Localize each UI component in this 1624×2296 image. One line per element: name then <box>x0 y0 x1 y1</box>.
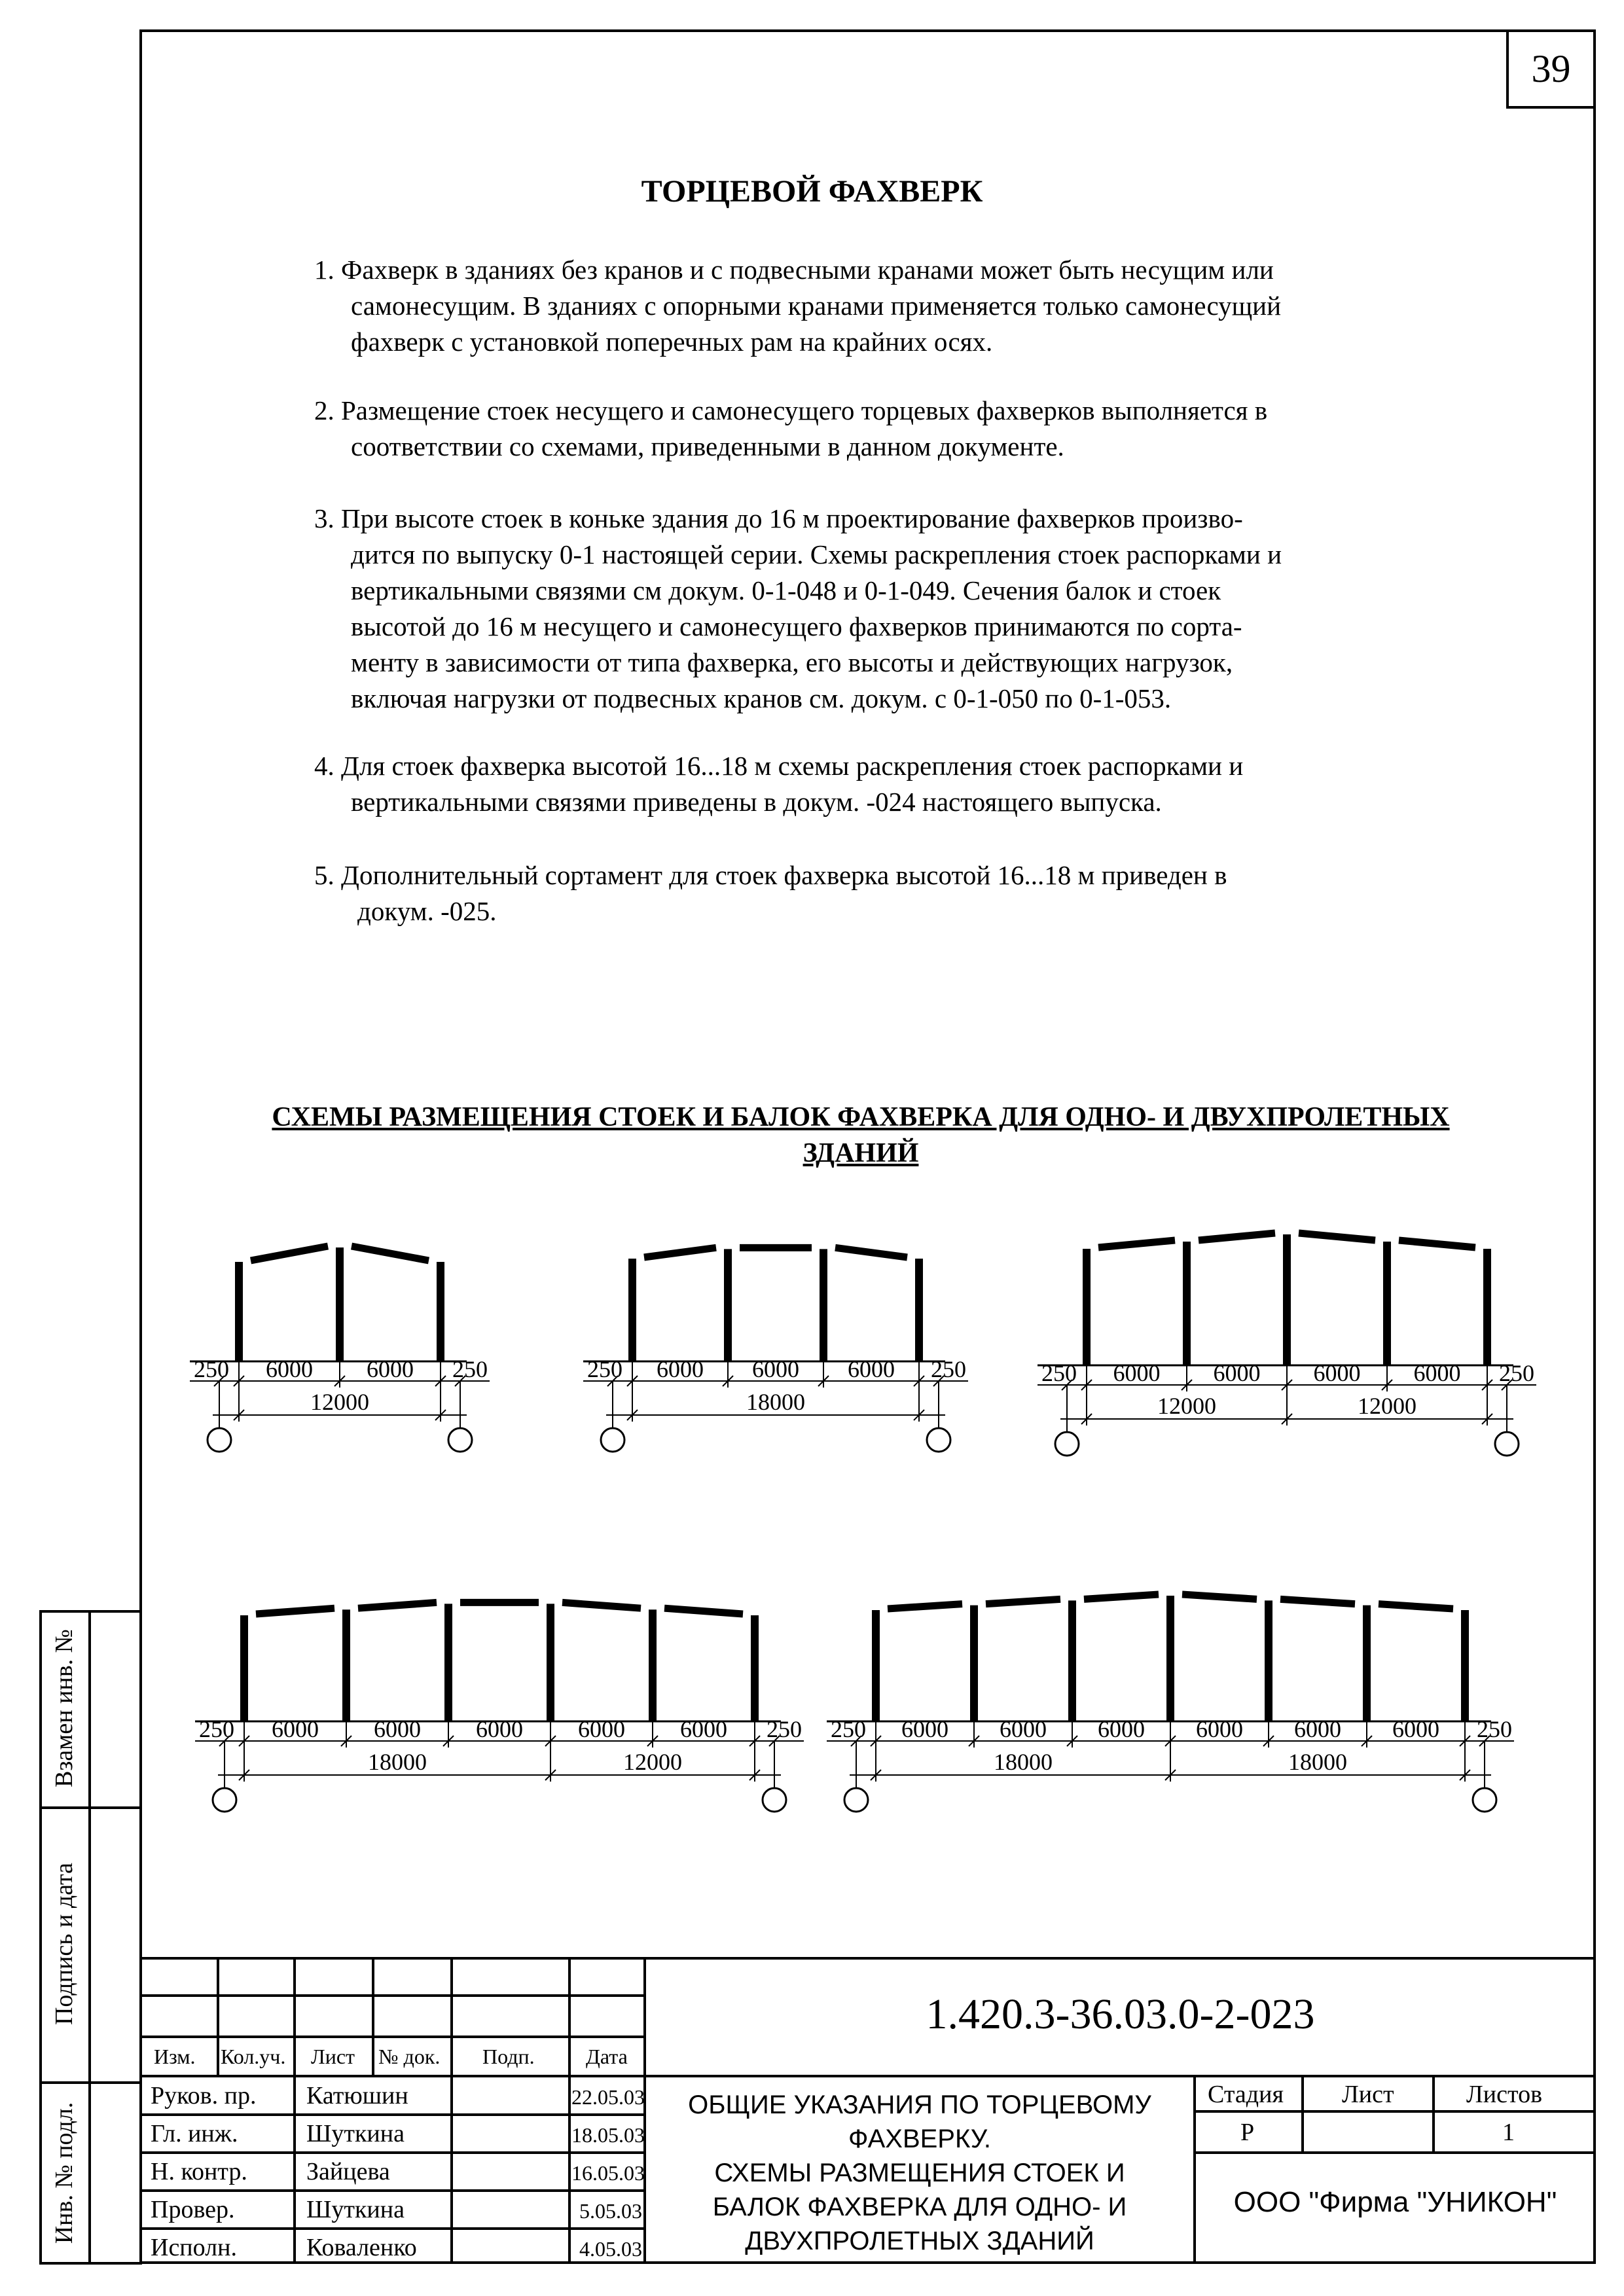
dim-spacing: 6000 <box>657 1356 704 1382</box>
dim-spacing: 6000 <box>374 1716 421 1742</box>
tb-sheet-label: Лист <box>1342 2081 1394 2108</box>
tb-header-izm: Изм. <box>154 2045 196 2068</box>
paragraph-4: 4. Для стоек фахверка высотой 16...18 м схемы раскрепления стоек распорками и вертикальными связями приведены в докум. -024 настоящего выпуска. <box>314 751 1244 817</box>
schemes-title: СХЕМЫ РАЗМЕЩЕНИЯ СТОЕК И БАЛОК ФАХВЕРКА ДЛЯ ОДНО- И ДВУХПРОЛЕТНЫХ ЗДАНИЙ <box>272 1102 1450 1168</box>
tb-header-kol: Кол.уч. <box>221 2045 286 2068</box>
dim-spacing: 6000 <box>367 1356 414 1382</box>
side-label-inv: Инв. № подл. <box>50 2102 78 2244</box>
dim-spacing: 6000 <box>1098 1716 1145 1742</box>
dim-offset-right: 250 <box>1499 1360 1534 1386</box>
dim-spacing: 6000 <box>1000 1716 1047 1742</box>
dim-spacing: 6000 <box>680 1716 727 1742</box>
doc-title: ОБЩИЕ УКАЗАНИЯ ПО ТОРЦЕВОМУ ФАХВЕРКУ. СХЕМЫ РАЗМЕЩЕНИЯ СТОЕК И БАЛОК ФАХВЕРКА ДЛЯ ОДНО- И ДВУХПРОЛЕТНЫХ ЗДАНИЙ <box>688 2090 1151 2255</box>
tb-role-5: Исполн. <box>151 2234 237 2261</box>
dim-spacing: 6000 <box>752 1356 799 1382</box>
tb-sheets-value: 1 <box>1502 2119 1515 2146</box>
dim-spacing: 6000 <box>272 1716 319 1742</box>
paragraph-3: 3. При высоте стоек в коньке здания до 16 м проектирование фахверков произво- дится по выпуску 0-1 настоящей серии. Схемы раскрепления стоек распорками и вертикальными связями см докум. 0-1-048 и 0-1-049. Сечения балок и стоек высотой до 16 м несущего и самонесущего фахверков принимаются по сорта- менту в зависимости от типа фахверка, его высоты и действующих нагрузок, включая нагрузки от подвесных кранов см. докум. с 0-1-050 по 0-1-053. <box>314 503 1282 713</box>
dim-offset-left: 250 <box>1041 1360 1077 1386</box>
tb-date-1: 22.05.03 <box>571 2085 645 2109</box>
dim-offset-right: 250 <box>452 1356 488 1382</box>
dim-span: 12000 <box>1157 1393 1216 1419</box>
tb-header-podp: Подп. <box>482 2045 535 2068</box>
dim-spacing: 6000 <box>578 1716 625 1742</box>
dim-spacing: 6000 <box>848 1356 895 1382</box>
dim-offset-right: 250 <box>767 1716 802 1742</box>
dim-spacing: 6000 <box>1196 1716 1243 1742</box>
dim-spacing: 6000 <box>1313 1360 1361 1386</box>
dim-span: 18000 <box>1288 1749 1347 1775</box>
paragraph-2: 2. Размещение стоек несущего и самонесущего торцевых фахверков выполняется в соответствии со схемами, приведенными в данном документе. <box>314 395 1268 461</box>
company-name: ООО "Фирма "УНИКОН" <box>1233 2186 1557 2218</box>
dim-span: 18000 <box>746 1389 805 1415</box>
dim-span: 18000 <box>994 1749 1053 1775</box>
dim-spacing: 6000 <box>1392 1716 1439 1742</box>
tb-stage-label: Стадия <box>1208 2081 1284 2108</box>
dim-span: 12000 <box>310 1389 369 1415</box>
paragraph-1: 1. Фахверк в зданиях без кранов и с подвесными кранами может быть несущим или самонесущим. В зданиях с опорными кранами применяется только самонесущий фахверк с установкой поперечных рам на крайних осях. <box>314 255 1282 357</box>
dim-spacing: 6000 <box>1213 1360 1261 1386</box>
tb-name-4: Шуткина <box>306 2196 405 2223</box>
tb-name-1: Катюшин <box>306 2082 408 2109</box>
tb-role-1: Руков. пр. <box>151 2082 257 2109</box>
dim-span: 18000 <box>368 1749 427 1775</box>
tb-date-2: 18.05.03 <box>571 2123 645 2147</box>
dim-spacing: 6000 <box>476 1716 523 1742</box>
dim-spacing: 6000 <box>266 1356 313 1382</box>
dim-spacing: 6000 <box>1413 1360 1461 1386</box>
tb-header-ndok: № док. <box>378 2045 441 2068</box>
tb-date-5: 4.05.03 <box>579 2237 642 2261</box>
dim-spacing: 6000 <box>901 1716 948 1742</box>
dim-offset-right: 250 <box>931 1356 966 1382</box>
page-title: ТОРЦЕВОЙ ФАХВЕРК <box>641 174 983 209</box>
dim-offset-right: 250 <box>1477 1716 1512 1742</box>
tb-header-data: Дата <box>586 2045 628 2068</box>
dim-spacing: 6000 <box>1294 1716 1341 1742</box>
page-number: 39 <box>1506 29 1596 109</box>
tb-name-3: Зайцева <box>306 2158 390 2185</box>
dim-offset-left: 250 <box>831 1716 866 1742</box>
tb-name-2: Шуткина <box>306 2120 405 2147</box>
dim-offset-left: 250 <box>199 1716 234 1742</box>
dim-span: 12000 <box>1358 1393 1416 1419</box>
tb-date-3: 16.05.03 <box>571 2161 645 2185</box>
side-label-podpis: Подпись и дата <box>50 1862 78 2026</box>
tb-role-2: Гл. инж. <box>151 2120 238 2147</box>
doc-code: 1.420.3-36.03.0-2-023 <box>926 1990 1315 2038</box>
dim-spacing: 6000 <box>1113 1360 1161 1386</box>
tb-role-3: Н. контр. <box>151 2158 247 2185</box>
tb-date-4: 5.05.03 <box>579 2199 642 2223</box>
tb-sheets-label: Листов <box>1466 2081 1543 2108</box>
dim-offset-left: 250 <box>587 1356 623 1382</box>
tb-header-list: Лист <box>311 2045 355 2068</box>
dim-span: 12000 <box>623 1749 682 1775</box>
side-label-vzamen: Взамен инв. № <box>50 1629 78 1787</box>
tb-stage-value: Р <box>1240 2119 1255 2146</box>
tb-role-4: Провер. <box>151 2196 235 2223</box>
paragraph-5: 5. Дополнительный сортамент для стоек фахверка высотой 16...18 м приведен в докум. -025. <box>314 860 1227 926</box>
dim-offset-left: 250 <box>194 1356 229 1382</box>
tb-name-5: Коваленко <box>306 2234 417 2261</box>
